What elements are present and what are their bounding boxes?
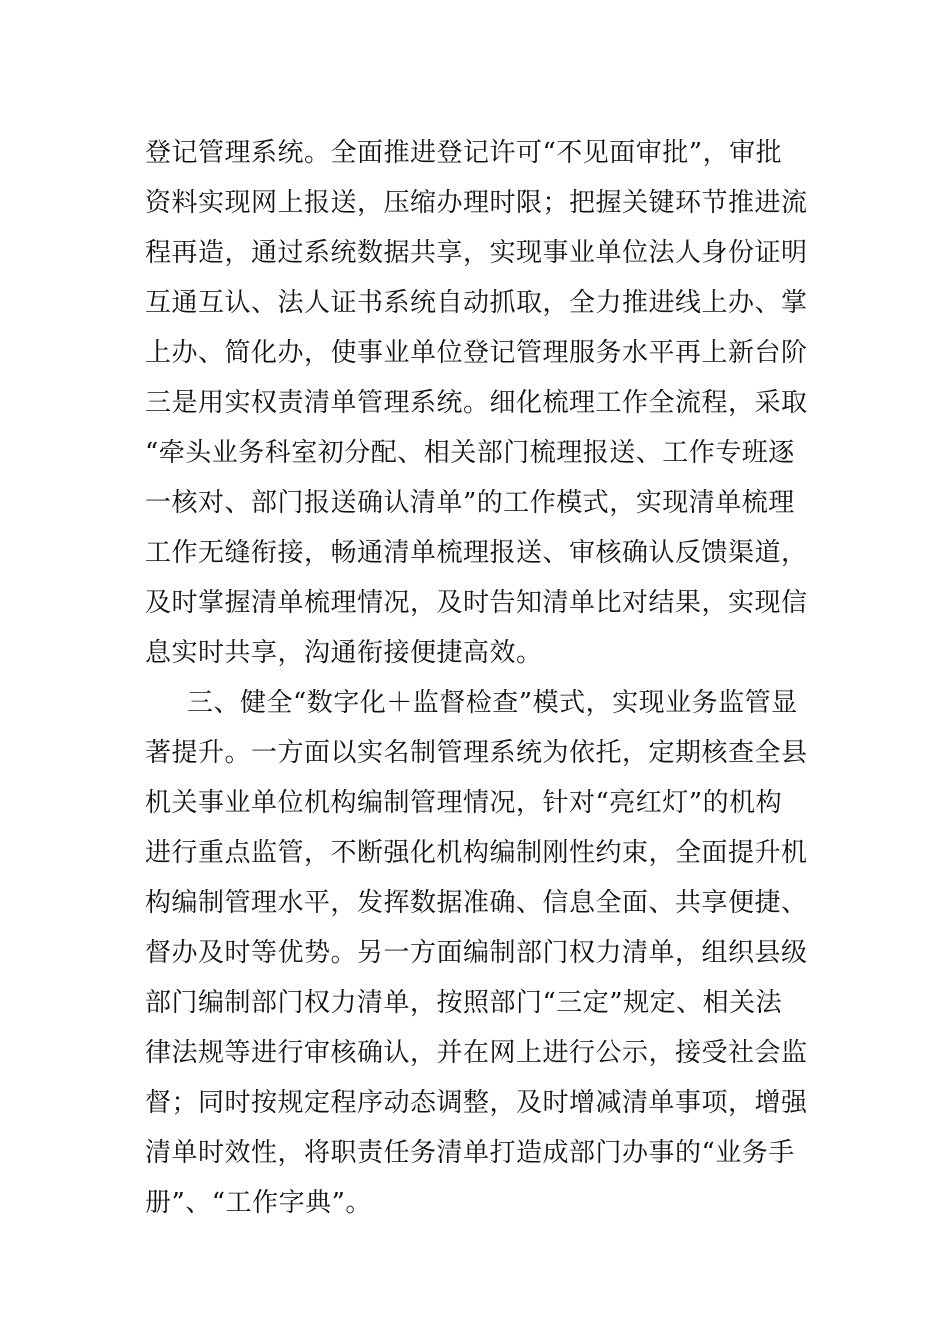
text-line: 部门编制部门权力清单，按照部门“三定”规定、相关法 bbox=[145, 988, 783, 1018]
section-heading-line: 三、健全“数字化＋监督检查”模式，实现业务监管显 bbox=[187, 688, 798, 718]
text-line: 构编制管理水平，发挥数据准确、信息全面、共享便捷、 bbox=[145, 888, 808, 918]
text-line: 工作无缝衔接，畅通清单梳理报送、审核确认反馈渠道， bbox=[145, 538, 808, 568]
text-line: 进行重点监管，不断强化机构编制刚性约束，全面提升机 bbox=[145, 838, 808, 868]
text-line: 著提升。一方面以实名制管理系统为依托，定期核查全县 bbox=[145, 738, 808, 768]
text-line: 一核对、部门报送确认清单”的工作模式，实现清单梳理 bbox=[145, 488, 795, 518]
text-line: 资料实现网上报送，压缩办理时限；把握关键环节推进流 bbox=[145, 188, 808, 218]
text-line: 登记管理系统。全面推进登记许可“不见面审批”，审批 bbox=[145, 138, 783, 168]
text-line: 督办及时等优势。另一方面编制部门权力清单，组织县级 bbox=[145, 938, 808, 968]
text-line: 机关事业单位机构编制管理情况，针对“亮红灯”的机构 bbox=[145, 788, 783, 818]
text-line: “牵头业务科室初分配、相关部门梳理报送、工作专班逐 bbox=[145, 438, 795, 468]
text-line: 律法规等进行审核确认，并在网上进行公示，接受社会监 bbox=[145, 1038, 808, 1068]
body-text bbox=[145, 128, 815, 1228]
text-line: 三是用实权责清单管理系统。细化梳理工作全流程，采取 bbox=[145, 388, 808, 418]
text-line: 息实时共享，沟通衔接便捷高效。 bbox=[145, 638, 543, 668]
text-line: 互通互认、法人证书系统自动抓取，全力推进线上办、掌 bbox=[145, 288, 808, 318]
text-line: 清单时效性，将职责任务清单打造成部门办事的“业务手 bbox=[145, 1138, 795, 1168]
text-line: 上办、简化办，使事业单位登记管理服务水平再上新台阶 bbox=[145, 338, 808, 368]
text-line: 及时掌握清单梳理情况，及时告知清单比对结果，实现信 bbox=[145, 588, 808, 618]
text-line: 程再造，通过系统数据共享，实现事业单位法人身份证明 bbox=[145, 238, 808, 268]
text-line: 督；同时按规定程序动态调整，及时增减清单事项，增强 bbox=[145, 1088, 808, 1118]
text-line: 册”、“工作字典”。 bbox=[145, 1188, 372, 1218]
